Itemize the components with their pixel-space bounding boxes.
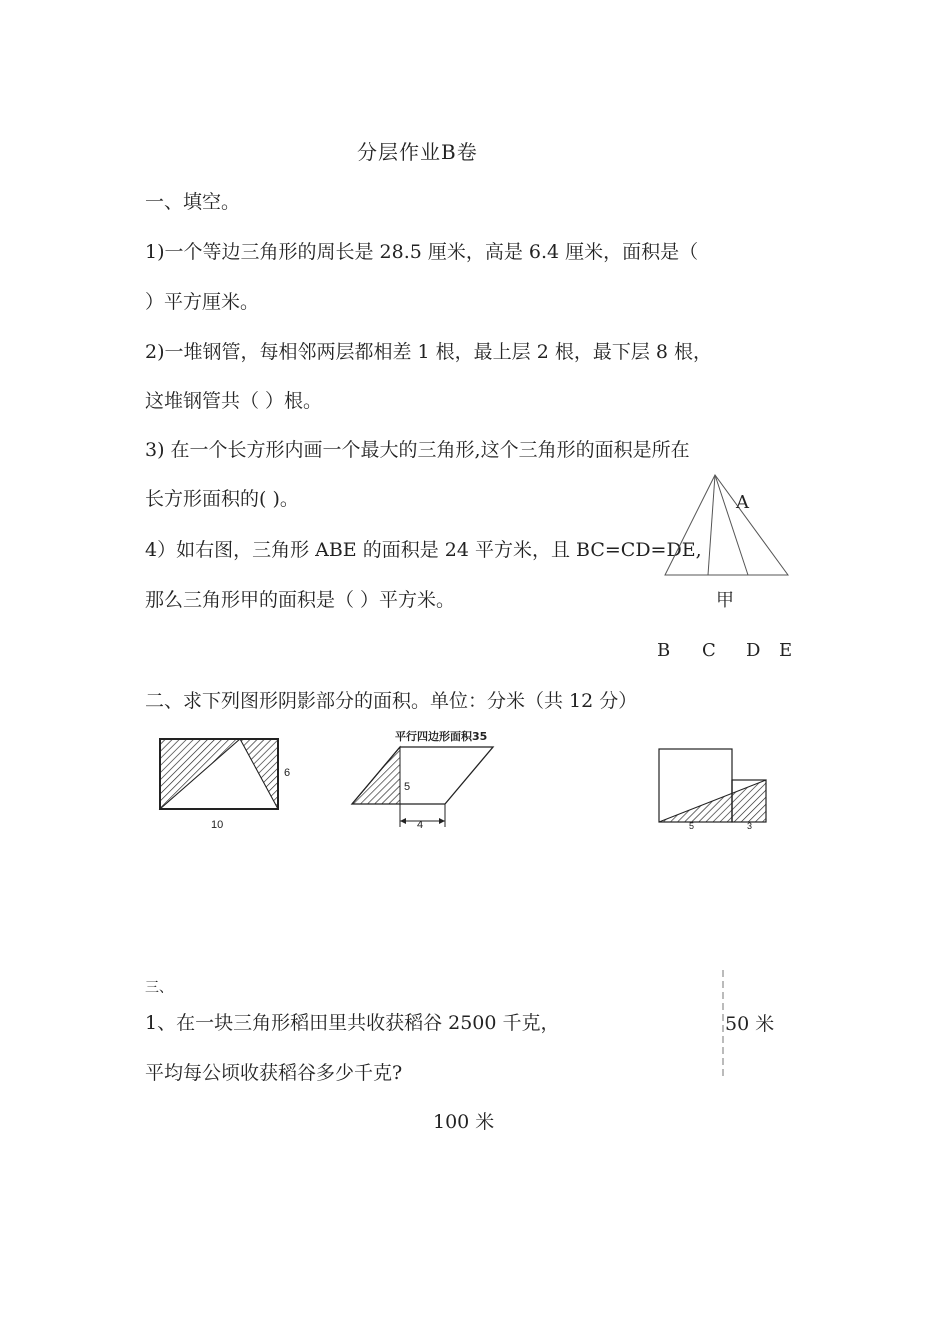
section1-heading: 一、填空。 xyxy=(145,191,241,213)
label-b: B xyxy=(657,640,671,661)
page-title: 分层作业B卷 xyxy=(357,140,478,164)
fig2-height-label: 5 xyxy=(404,781,411,793)
figure-1-rectangle xyxy=(155,735,305,835)
figure-2-parallelogram xyxy=(345,727,505,837)
label-jia: 甲 xyxy=(716,590,734,611)
question-4-line-2: 那么三角形甲的面积是（ ）平方米。 xyxy=(145,589,456,611)
question-3-line-2: 长方形面积的( )。 xyxy=(145,488,299,510)
question-1-line-2: ）平方厘米。 xyxy=(145,291,260,313)
fig1-side-label: 6 xyxy=(284,767,291,779)
label-e: E xyxy=(779,640,793,661)
question-3-line-1: 3) 在一个长方形内画一个最大的三角形,这个三角形的面积是所在 xyxy=(145,439,690,461)
section3-heading: 三、 xyxy=(145,980,173,996)
label-d: D xyxy=(746,640,761,661)
fig3-right-label: 3 xyxy=(747,821,753,831)
question-4-line-1: 4）如右图，三角形 ABE 的面积是 24 平方米，且 BC=CD=DE, xyxy=(145,539,702,561)
section3-question-1-line-1: 1、在一块三角形稻田里共收获稻谷 2500 千克， xyxy=(145,1012,560,1034)
fig2-caption: 平行四边形面积35 xyxy=(395,730,488,743)
question-2-line-1: 2)一堆钢管，每相邻两层都相差 1 根，最上层 2 根，最下层 8 根， xyxy=(145,341,713,363)
section3-question-1-line-2: 平均每公顷收获稻谷多少千克? xyxy=(145,1062,403,1084)
question-1-line-1: 1)一个等边三角形的周长是 28.5 厘米，高是 6.4 厘米，面积是（ xyxy=(145,241,699,263)
question-2-line-2: 这堆钢管共（ ）根。 xyxy=(145,390,323,412)
section2-heading: 二、求下列图形阴影部分的面积。单位：分米（共 12 分） xyxy=(145,690,638,712)
label-c: C xyxy=(702,640,716,661)
fig1-bottom-label: 10 xyxy=(211,819,224,831)
triangle-abe-figure xyxy=(657,470,800,670)
base-label: 100 米 xyxy=(433,1111,495,1133)
triangle-abe-lines xyxy=(665,475,788,575)
figure-3-squares xyxy=(655,745,775,835)
fig2-base-label: 4 xyxy=(417,819,424,831)
height-label: 50 米 xyxy=(725,1013,775,1035)
fig3-left-label: 5 xyxy=(689,821,695,831)
label-a: A xyxy=(736,492,749,513)
